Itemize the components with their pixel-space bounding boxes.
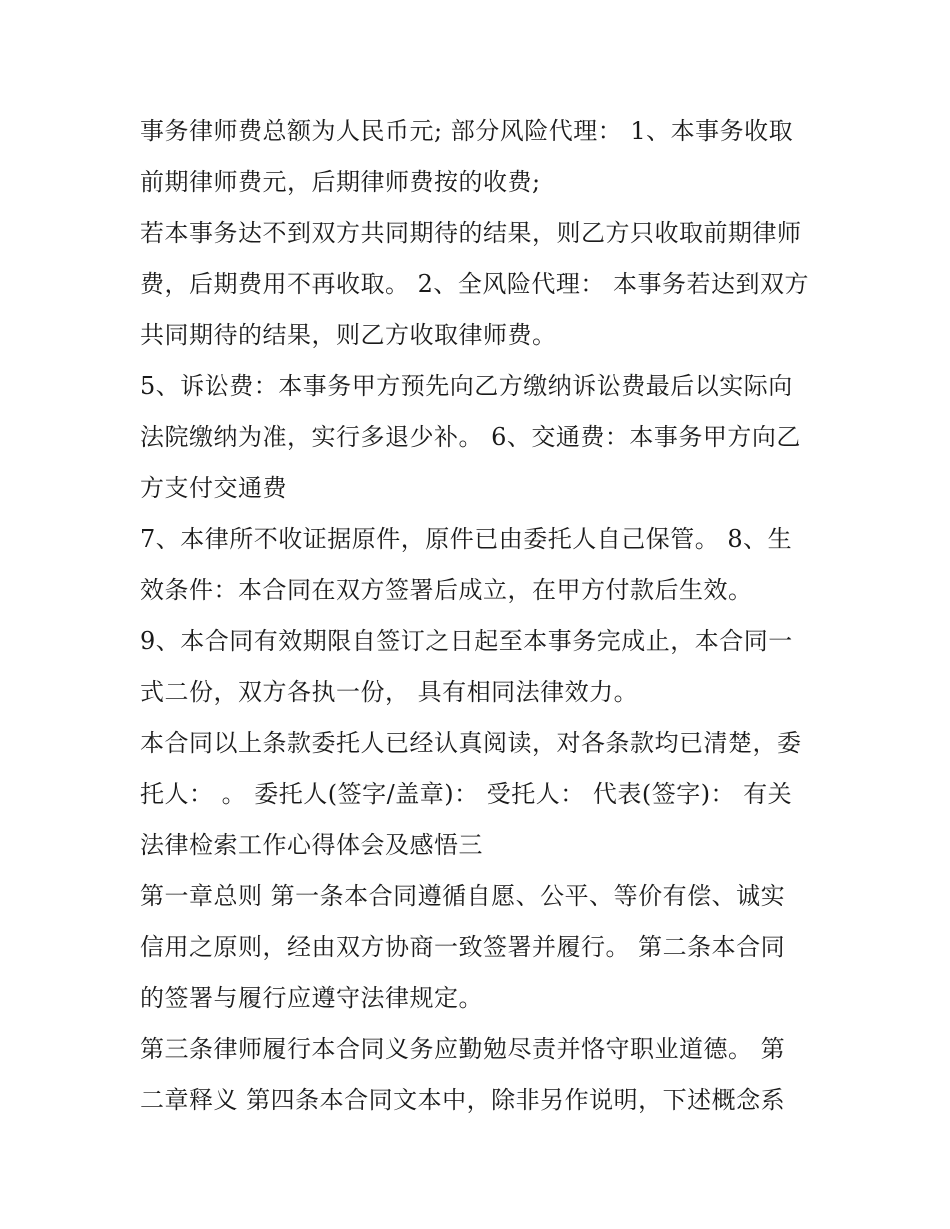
- text-line: 第一章总则 第一条本合同遵循自愿、公平、等价有偿、诚实: [140, 882, 786, 910]
- text-line: 法院缴纳为准，实行多退少补。 6、交通费：本事务甲方向乙: [140, 423, 801, 451]
- paragraph-article-three: [140, 1024, 820, 1126]
- text-line: 式二份，双方各执一份， 具有相同法律效力。: [140, 678, 639, 706]
- text-line: 第三条律师履行本合同义务应勤勉尽责并恪守职业道德。 第: [140, 1035, 786, 1063]
- text-line: 效条件：本合同在双方签署后成立，在甲方付款后生效。: [140, 576, 753, 604]
- text-line: 信用之原则，经由双方协商一致签署并履行。 第二条本合同: [140, 933, 786, 961]
- paragraph-validity: [140, 616, 820, 718]
- text-line: 费，后期费用不再收取。 2、全风险代理： 本事务若达到双方: [140, 270, 810, 298]
- text-line: 本合同以上条款委托人已经认真阅读，对各条款均已清楚，委: [140, 729, 802, 757]
- text-line: 的签署与履行应遵守法律规定。: [140, 984, 483, 1012]
- text-line: 托人： 。 委托人(签字/盖章)： 受托人： 代表(签字)： 有关: [140, 780, 793, 808]
- text-line: 7、本律所不收证据原件，原件已由委托人自己保管。 8、生: [140, 525, 793, 553]
- paragraph-signatures: [140, 718, 820, 871]
- paragraph-litigation-fee: [140, 361, 820, 514]
- text-line: 若本事务达不到双方共同期待的结果，则乙方只收取前期律师: [140, 219, 802, 247]
- paragraph-evidence: [140, 514, 820, 616]
- paragraph-risk-agency: [140, 208, 820, 361]
- text-line: 5、诉讼费：本事务甲方预先向乙方缴纳诉讼费最后以实际向: [140, 372, 793, 400]
- text-line: 前期律师费元，后期律师费按的收费;: [140, 168, 541, 196]
- text-line: 方支付交通费: [140, 474, 287, 502]
- paragraph-fee-total: [140, 106, 820, 208]
- text-line: 事务律师费总额为人民币元; 部分风险代理： 1、本事务收取: [140, 117, 794, 145]
- text-line: 共同期待的结果，则乙方收取律师费。: [140, 321, 557, 349]
- text-line: 二章释义 第四条本合同文本中，除非另作说明，下述概念系: [140, 1086, 786, 1114]
- text-line: 9、本合同有效期限自签订之日起至本事务完成止，本合同一: [140, 627, 793, 655]
- paragraph-chapter-one: [140, 871, 820, 1024]
- document-body: [140, 106, 820, 1126]
- text-line: 法律检索工作心得体会及感悟三: [140, 831, 483, 859]
